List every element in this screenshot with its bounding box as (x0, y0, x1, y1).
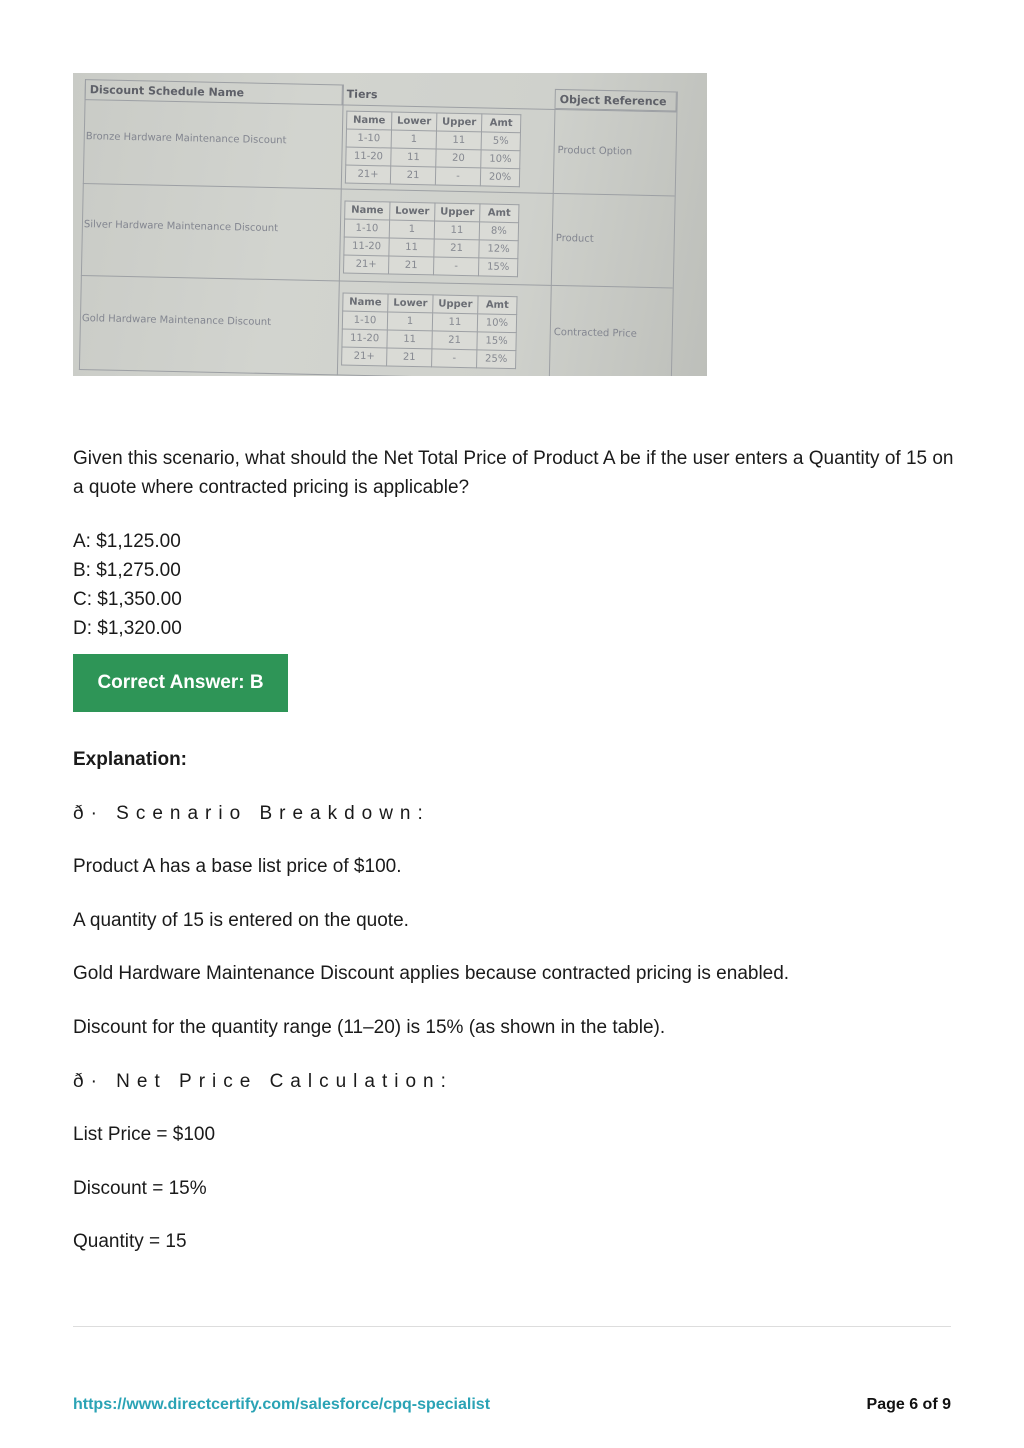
grid-line (81, 275, 673, 288)
tier-cell: 10% (477, 314, 516, 333)
tier-col-amt: Amt (480, 204, 519, 223)
calculation-heading: ð· Net Price Calculation: (73, 1071, 453, 1092)
tier-cell: - (432, 349, 477, 368)
explanation-heading: Explanation: (73, 749, 188, 770)
calculation-line: Quantity = 15 (73, 1231, 187, 1252)
tier-cell: 11 (436, 131, 481, 150)
tier-cell: 15% (477, 332, 516, 351)
tier-cell: 21+ (343, 255, 388, 274)
grid-line (671, 91, 678, 376)
grid-line (83, 183, 675, 196)
correct-answer-badge: Correct Answer: B (73, 654, 288, 712)
tier-cell: 1 (389, 220, 434, 239)
header-object-reference: Object Reference (554, 89, 676, 112)
tier-cell: 11 (432, 313, 477, 332)
tier-cell: 1-10 (344, 219, 389, 238)
tier-cell: 21 (388, 256, 433, 275)
grid-line (79, 369, 671, 376)
tier-col-upper: Upper (435, 203, 480, 222)
tier-cell: 21+ (342, 347, 387, 366)
tier-cell: 21 (434, 239, 479, 258)
tier-cell: 11 (434, 221, 479, 240)
discount-schedule-table (75, 79, 687, 376)
footer-url-link[interactable]: https://www.directcertify.com/salesforce/cpq-specialist (73, 1396, 491, 1413)
tier-cell: 12% (479, 240, 518, 259)
explanation-line: Product A has a base list price of $100. (73, 856, 402, 877)
tier-cell: 1 (387, 312, 432, 331)
tier-col-amt: Amt (481, 114, 520, 133)
tier-cell: 1 (391, 130, 436, 149)
tier-cell: 11-20 (344, 237, 389, 256)
explanation-line: Discount for the quantity range (11–20) is 15% (as shown in the table). (73, 1017, 666, 1038)
tier-cell: 11-20 (346, 147, 391, 166)
tier-col-upper: Upper (433, 295, 478, 314)
tier-col-amt: Amt (478, 296, 517, 315)
option-b: B: $1,275.00 (73, 560, 181, 581)
object-ref-silver: Product (555, 232, 594, 245)
scenario-heading: ð· Scenario Breakdown: (73, 803, 430, 824)
schedule-name-gold: Gold Hardware Maintenance Discount (81, 313, 272, 329)
calculation-line: List Price = $100 (73, 1124, 216, 1145)
tier-cell: 8% (479, 222, 518, 241)
tier-cell: 25% (477, 350, 516, 369)
tier-cell: 1-10 (346, 129, 391, 148)
object-ref-bronze: Product Option (557, 144, 633, 158)
tier-table-gold (341, 293, 517, 370)
tier-col-name: Name (343, 293, 388, 312)
tier-cell: 11 (389, 238, 434, 257)
tier-col-lower: Lower (391, 112, 436, 131)
option-a: A: $1,125.00 (73, 531, 181, 552)
tier-cell: 10% (481, 150, 520, 169)
page-number: Page 6 of 9 (866, 1396, 951, 1413)
explanation-line: A quantity of 15 is entered on the quote. (73, 910, 409, 931)
option-d: D: $1,320.00 (73, 618, 182, 639)
tier-cell: 20% (480, 168, 519, 187)
tier-col-lower: Lower (390, 202, 435, 221)
tier-col-name: Name (347, 111, 392, 130)
tier-cell: 11-20 (342, 329, 387, 348)
tier-cell: 21 (387, 348, 432, 367)
explanation-line: Gold Hardware Maintenance Discount applies because contracted pricing is enabled. (73, 963, 790, 984)
tier-col-upper: Upper (436, 113, 481, 132)
option-c: C: $1,350.00 (73, 589, 182, 610)
tier-cell: 21+ (345, 165, 390, 184)
question-text: Given this scenario, what should the Net Total Price of Product A be if the user enters a Quantity of 15 on a quote where contracted pricing is applicable? (73, 448, 954, 498)
calculation-line: Discount = 15% (73, 1178, 207, 1199)
footer-divider (73, 1326, 951, 1327)
tier-cell: 11 (391, 148, 436, 167)
tier-cell: 21 (432, 331, 477, 350)
discount-schedule-photo (73, 73, 707, 376)
object-ref-gold: Contracted Price (553, 326, 637, 340)
tier-col-name: Name (345, 201, 390, 220)
tier-table-bronze (345, 111, 521, 188)
tier-cell: - (433, 257, 478, 276)
header-schedule-name: Discount Schedule Name (85, 79, 343, 104)
tier-cell: 21 (390, 166, 435, 185)
tier-cell: 11 (387, 330, 432, 349)
tier-cell: - (435, 167, 480, 186)
schedule-name-bronze: Bronze Hardware Maintenance Discount (85, 131, 287, 147)
tier-cell: 5% (481, 132, 520, 151)
tier-col-lower: Lower (388, 294, 433, 313)
tier-cell: 20 (436, 149, 481, 168)
tier-cell: 1-10 (342, 311, 387, 330)
header-tiers: Tiers (346, 87, 378, 102)
tier-table-silver (343, 201, 519, 278)
answer-options (73, 527, 182, 643)
schedule-name-silver: Silver Hardware Maintenance Discount (83, 219, 279, 235)
tier-cell: 15% (478, 258, 517, 277)
